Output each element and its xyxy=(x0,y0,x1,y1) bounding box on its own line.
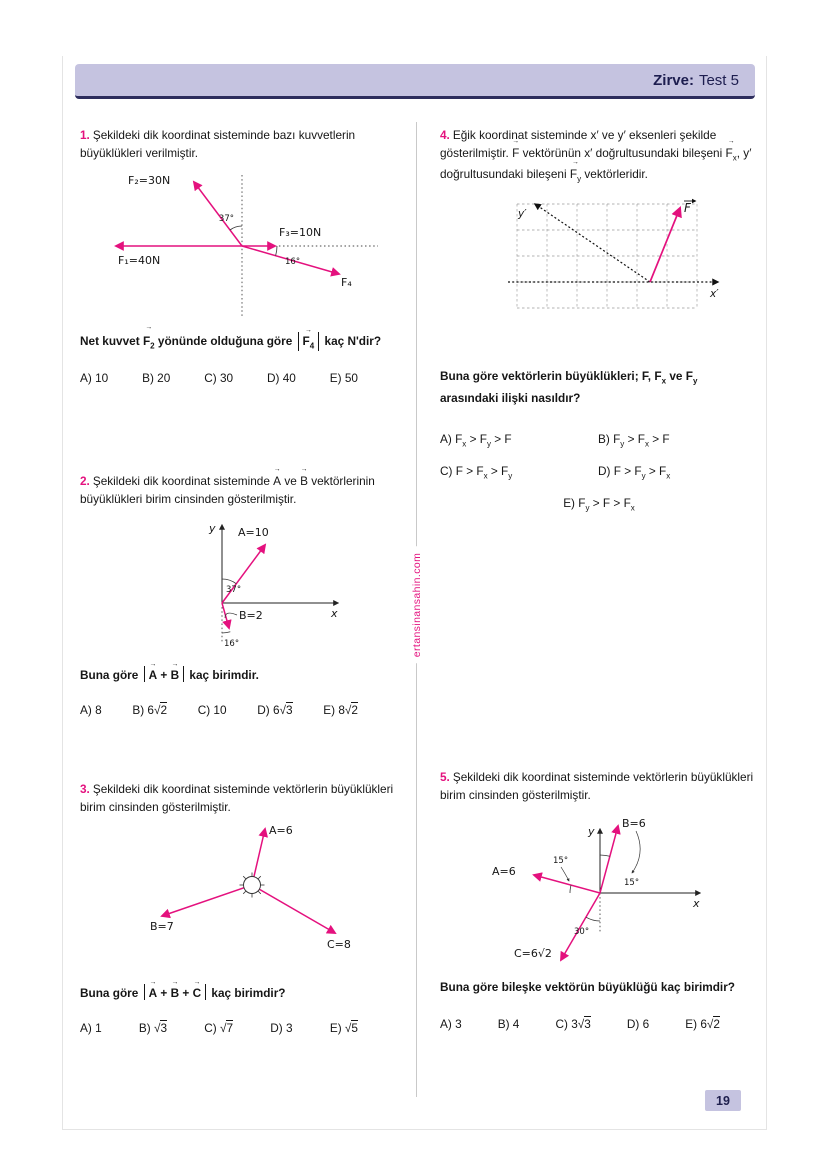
q4-f-overhead-arrowhead xyxy=(692,199,697,203)
q4-y-prime-label: y′ xyxy=(518,207,527,220)
q4-option-e: E) $F_y > F > F_x$ xyxy=(563,495,635,512)
q3-protractor-circle xyxy=(244,876,261,893)
q3-option-a: A) 1 xyxy=(80,1020,102,1035)
q2-option-c: C) 10 xyxy=(197,702,227,717)
q2-label-b: B=2 xyxy=(239,608,263,622)
q5-option-d: D) 6 xyxy=(626,1016,650,1031)
question-5-number: 5. xyxy=(440,770,450,784)
page-edge-bottom xyxy=(62,1129,767,1130)
q2-option-b: B) 6√2 xyxy=(132,702,168,717)
q1-option-c: C) 30 xyxy=(204,370,234,385)
question-5 xyxy=(440,768,758,1033)
question-2-number: 2. xyxy=(80,474,90,488)
q5-y-axis-label: y xyxy=(588,824,595,838)
q2-angle-16-label: 16° xyxy=(224,638,240,649)
question-5-stem xyxy=(440,768,758,805)
q4-label-f: F xyxy=(684,200,691,215)
question-1-diagram xyxy=(82,171,382,321)
q5-option-e: E) 6√2 xyxy=(685,1016,720,1031)
question-1-prompt: Net kuvvet → $F_2$ yönünde olduğuna göre → $F_4$ kaç N'dir? xyxy=(80,331,396,353)
question-2-stem xyxy=(80,472,396,509)
q2-option-a: A) 8 xyxy=(80,702,102,717)
q3-label-b: B=7 xyxy=(150,919,174,933)
q5-angle-arc-15-left xyxy=(570,885,571,893)
q2-angle-37-label: 37° xyxy=(226,584,242,595)
q3-label-c: C=8 xyxy=(327,937,351,951)
question-3-stem-text: Şekildeki dik koordinat sisteminde vektörlerin büyüklükleri birim cinsinden gösterilmiştir. xyxy=(80,782,394,815)
q5-option-b: B) 4 xyxy=(497,1016,520,1031)
question-2-diagram xyxy=(92,515,392,655)
question-5-prompt: Buna göre bileşke vektörün büyüklüğü kaç birimdir? xyxy=(440,979,735,994)
q5-angle-arc-30 xyxy=(586,917,600,921)
question-1-stem-text: Şekildeki dik koordinat sisteminde bazı kuvvetlerin büyüklükleri verilmiştir. xyxy=(80,128,356,161)
question-4-prompt: Buna göre vektörlerin büyüklükleri; F, $F_x$ ve $F_y$ arasındaki ilişki nasıldır? xyxy=(440,368,698,405)
question-4-stem-text: Eğik koordinat sisteminde x′ ve y′ eksenleri şekilde gösterilmiştir. → F vektörünün x′ doğrultusundaki bileşeni → $F_x$, y′ doğrultusundaki bileşeni → $F_y$ vektörleridir. xyxy=(440,128,751,181)
q4-x-prime-label: x′ xyxy=(710,287,719,300)
q5-leader-a xyxy=(561,867,569,881)
q2-label-b-leader xyxy=(225,613,237,618)
q5-angle-15-right-label: 15° xyxy=(624,877,640,888)
question-3-prompt: Buna göre → A + → B + → C kaç birimdir? xyxy=(80,983,396,1003)
question-1-stem xyxy=(80,126,396,163)
test-label: Test 5 xyxy=(698,71,739,89)
q2-y-axis-label: y xyxy=(209,521,216,535)
q5-option-a: A) 3 xyxy=(440,1016,462,1031)
q4-option-b: B) $F_y > F_x > F$ xyxy=(598,431,670,449)
q5-label-c: C=6√2 xyxy=(514,946,552,960)
question-1-number: 1. xyxy=(80,128,90,142)
q4-option-d: D) $F > F_y > F_x$ xyxy=(598,463,671,481)
q2-x-axis-label: x xyxy=(331,606,338,620)
page-edge-right xyxy=(766,56,767,1129)
brand-label: Zirve: xyxy=(653,71,694,89)
question-4-options xyxy=(440,430,758,514)
q1-angle-16-label: 16° xyxy=(285,256,301,267)
q1-label-f4: F₄ xyxy=(341,275,352,289)
q1-option-b: B) 20 xyxy=(142,370,171,385)
q4-vector-f xyxy=(650,208,680,282)
q4-grid xyxy=(517,204,697,308)
q2-label-a: A=10 xyxy=(238,525,269,539)
question-5-options xyxy=(440,1015,758,1033)
q1-angle-arc-16 xyxy=(276,246,277,256)
q4-option-a: A) $F_x > F_y > F$ xyxy=(440,431,512,449)
question-1-options xyxy=(80,369,396,387)
q3-label-a: A=6 xyxy=(269,823,293,837)
question-5-stem-text: Şekildeki dik koordinat sisteminde vektörlerin büyüklükleri birim cinsinden gösterilmiştir. xyxy=(440,770,754,803)
page-edge-left xyxy=(62,56,63,1129)
q2-angle-arc-37 xyxy=(222,579,236,584)
q3-vector-c xyxy=(252,885,335,933)
q4-y-prime-axis xyxy=(535,204,650,282)
q5-angle-30-label: 30° xyxy=(574,926,590,937)
q1-label-f2: F₂=30N xyxy=(128,173,171,187)
question-4-diagram xyxy=(502,196,732,326)
q5-vector-b xyxy=(600,826,618,893)
q5-x-axis-label: x xyxy=(693,896,700,910)
question-5-diagram xyxy=(450,815,720,965)
q1-angle-37-label: 37° xyxy=(218,213,234,224)
q5-option-c: C) 3√3 xyxy=(555,1016,591,1031)
q3-vector-b xyxy=(162,885,252,916)
q2-angle-arc-16 xyxy=(222,631,230,632)
q1-label-f1: F₁=40N xyxy=(118,253,161,267)
q5-leader-b xyxy=(632,831,640,873)
q1-option-e: E) 50 xyxy=(329,370,358,385)
q1-option-a: A) 10 xyxy=(80,370,109,385)
q1-label-f3: F₃=10N xyxy=(279,225,322,239)
question-2-stem-text: Şekildeki dik koordinat sisteminde → A ve → B vektörlerinin büyüklükleri birim cinsinden gösterilmiştir. xyxy=(80,474,375,506)
question-3 xyxy=(80,780,396,1037)
q2-option-d: D) 6√3 xyxy=(257,702,293,717)
q5-angle-arc-15-right xyxy=(600,855,610,856)
q1-option-d: D) 40 xyxy=(266,370,296,385)
q2-option-e: E) 8√2 xyxy=(323,702,358,717)
watermark-website: ertansinansahin.com xyxy=(403,547,431,664)
question-2-options xyxy=(80,701,396,719)
question-4 xyxy=(440,126,758,514)
q3-option-e: E) √5 xyxy=(329,1020,358,1035)
q3-option-b: B) √3 xyxy=(138,1020,168,1035)
q5-label-b: B=6 xyxy=(622,816,646,830)
q4-option-c: C) $F > F_x > F_y$ xyxy=(440,463,513,481)
question-2 xyxy=(80,472,396,719)
question-4-stem xyxy=(440,126,758,186)
q5-label-a: A=6 xyxy=(492,864,516,878)
header-bar xyxy=(75,64,755,99)
question-3-options xyxy=(80,1019,396,1037)
question-3-stem xyxy=(80,780,396,817)
question-4-number: 4. xyxy=(440,128,450,142)
q5-angle-15-left-label: 15° xyxy=(553,855,569,866)
q1-angle-arc-37 xyxy=(230,226,242,230)
page-number: 19 xyxy=(705,1090,741,1111)
q3-option-c: C) √7 xyxy=(204,1020,234,1035)
question-3-number: 3. xyxy=(80,782,90,796)
q3-option-d: D) 3 xyxy=(270,1020,293,1035)
question-1 xyxy=(80,126,396,387)
question-3-diagram xyxy=(92,823,392,973)
question-2-prompt: Buna göre → A + → B kaç birimdir. xyxy=(80,665,396,685)
